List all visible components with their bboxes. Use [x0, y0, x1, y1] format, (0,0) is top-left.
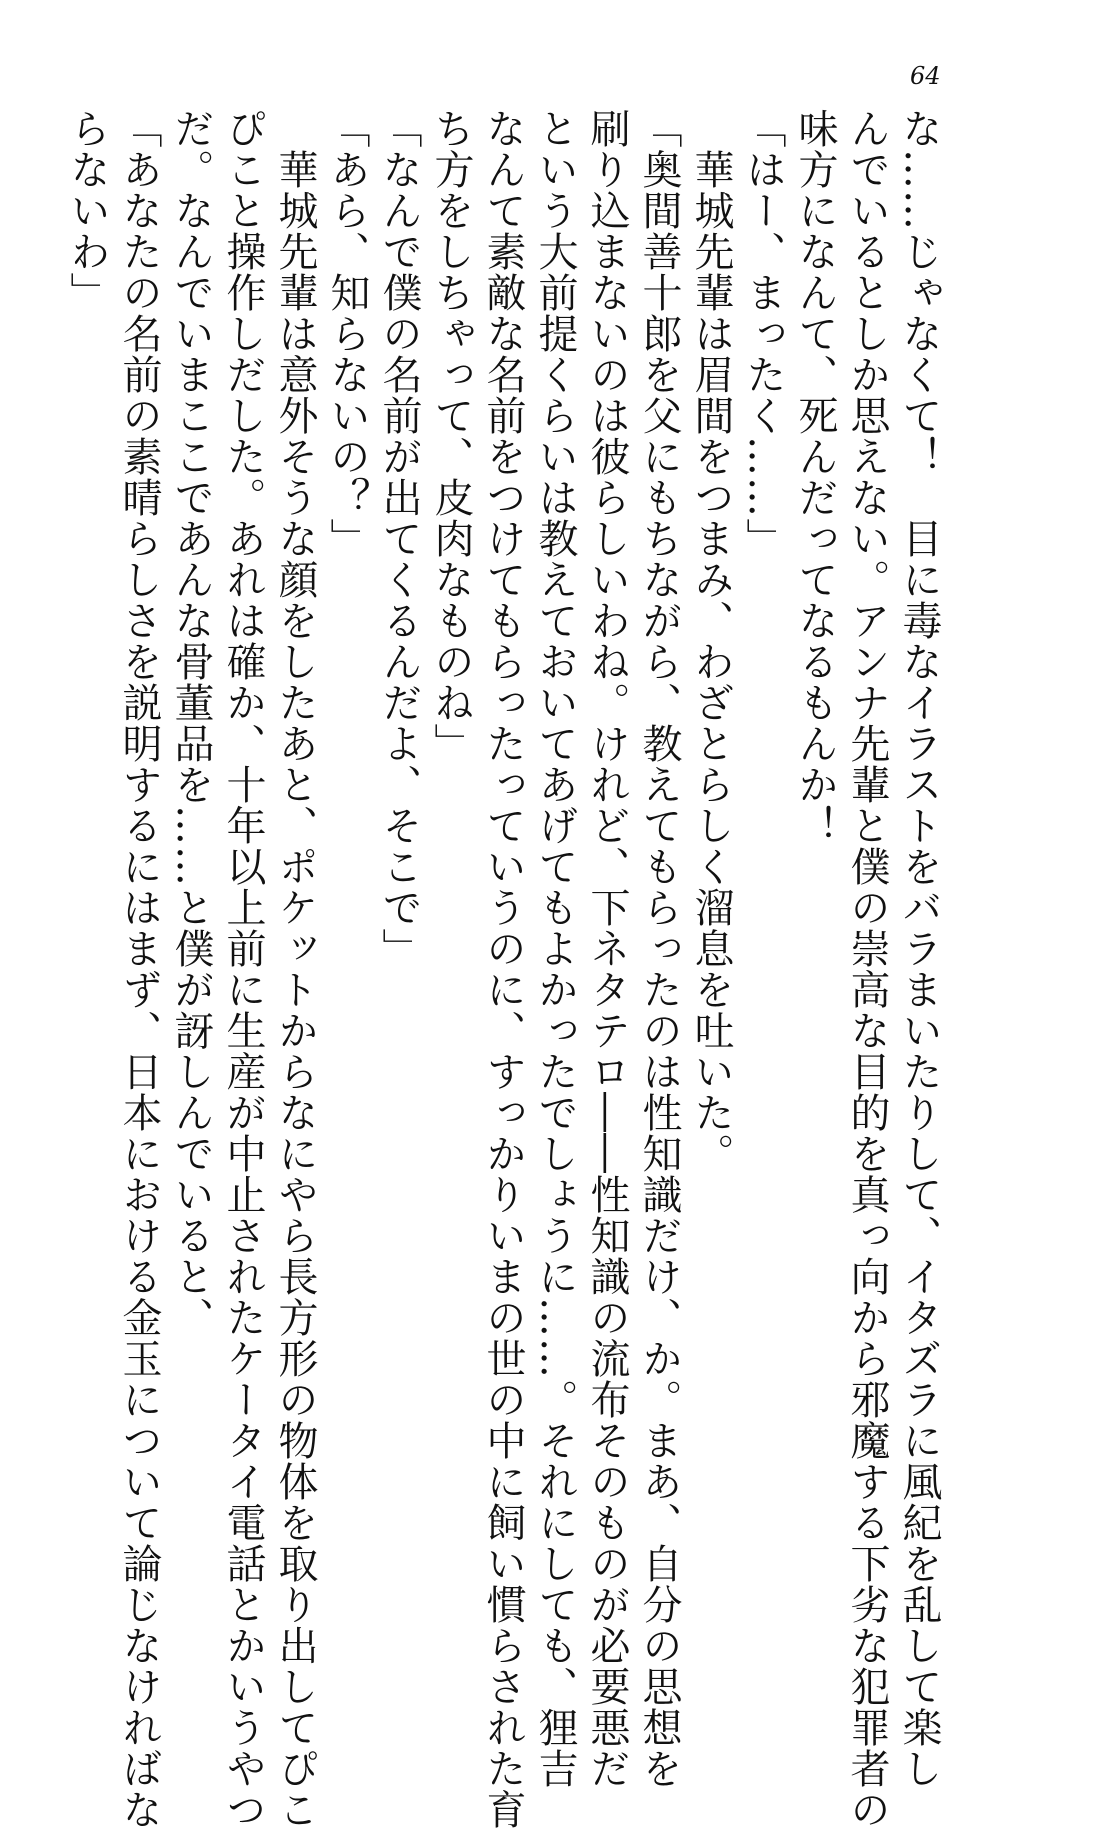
page-number: 64	[910, 62, 941, 90]
text-line: なんて素敵な名前をつけてもらったっていうのに、すっかりいまの世の中に飼い慣らされた育	[480, 108, 526, 1830]
text-line: ち方をしちゃって、皮肉なものね」	[428, 108, 474, 764]
text-line: 華城先輩は意外そうな顔をしたあと、ポケットからなにやら長方形の物体を取り出してぴこ	[272, 108, 318, 1830]
text-line: 「あなたの名前の素晴らしさを説明するにはまず、日本における金玉について論じなければな	[116, 108, 162, 1830]
text-line: んでいるとしか思えない。アンナ先輩と僕の崇高な目的を真っ向から邪魔する下劣な犯罪者の	[844, 108, 890, 1830]
vertical-body-text	[61, 108, 945, 1830]
text-line: 「なんで僕の名前が出てくるんだよ、そこで」	[376, 108, 422, 969]
text-line: 味方になんて、死んだってなるもんか！	[792, 108, 838, 846]
text-line: 「あら、知らないの？」	[324, 108, 370, 559]
text-line: だ。なんでいまここであんな骨董品を……と僕が訝しんでいると、	[168, 108, 214, 1338]
text-line: な……じゃなくて！ 目に毒なイラストをバラまいたりして、イタズラに風紀を乱して楽し	[896, 108, 942, 1789]
text-line: 刷り込まないのは彼らしいわね。けれど、下ネタテロ――性知識の流布そのものが必要悪だ	[584, 108, 630, 1789]
text-line: ぴこと操作しだした。あれは確か、十年以上前に生産が中止されたケータイ電話とかいうやつ	[220, 108, 266, 1830]
text-line: 「奥間善十郎を父にもちながら、教えてもらったのは性知識だけ、か。まあ、自分の思想を	[636, 108, 682, 1789]
text-line: らないわ」	[64, 108, 110, 313]
text-line: 「はー、まったく……」	[740, 108, 786, 559]
text-line: という大前提くらいは教えておいてあげてもよかったでしょうに……。それにしても、狸吉	[532, 108, 578, 1789]
text-line: 華城先輩は眉間をつまみ、わざとらしく溜息を吐いた。	[688, 108, 734, 1174]
